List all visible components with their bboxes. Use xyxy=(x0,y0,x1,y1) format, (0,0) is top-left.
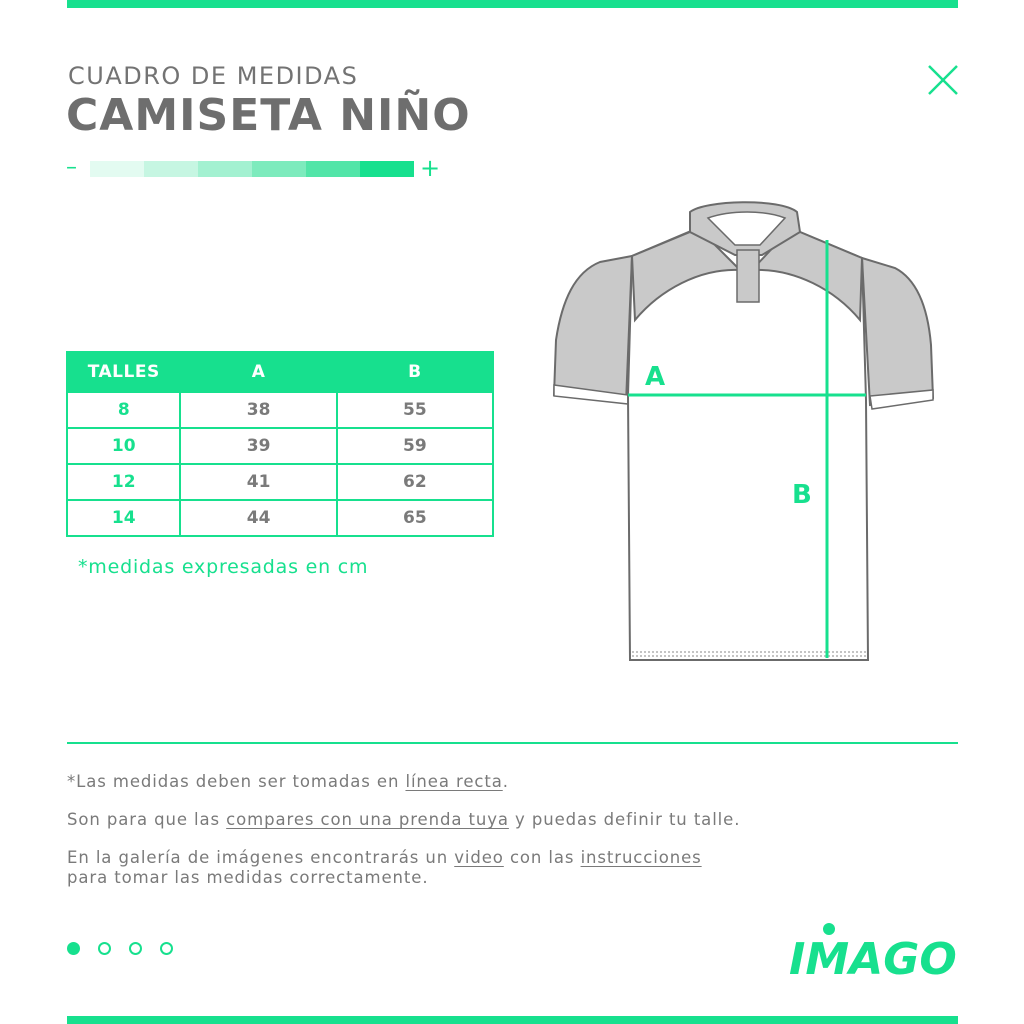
measure-label-a: A xyxy=(645,362,666,392)
column-header-a: A xyxy=(180,352,336,392)
scale-segment xyxy=(360,161,414,177)
cell-a: 38 xyxy=(180,392,336,428)
cell-a: 41 xyxy=(180,464,336,500)
plus-icon: + xyxy=(420,154,441,182)
section-divider xyxy=(67,742,958,744)
cell-b: 65 xyxy=(337,500,493,536)
scale-segment xyxy=(252,161,306,177)
brand-logo xyxy=(787,922,962,978)
table-row xyxy=(67,464,493,500)
brand-logo-text: IMAGO xyxy=(789,934,957,978)
table-header-row xyxy=(67,352,493,392)
cell-a: 44 xyxy=(180,500,336,536)
cell-b: 55 xyxy=(337,392,493,428)
column-header-talles: TALLES xyxy=(67,352,180,392)
link-linea-recta[interactable]: línea recta xyxy=(405,772,503,791)
close-icon[interactable] xyxy=(925,62,961,98)
cell-talle: 8 xyxy=(67,392,180,428)
page-dot-3[interactable] xyxy=(129,942,142,955)
link-instrucciones[interactable]: instrucciones xyxy=(580,848,702,867)
size-table xyxy=(66,351,494,537)
scale-segment xyxy=(306,161,360,177)
cell-b: 62 xyxy=(337,464,493,500)
page-dot-2[interactable] xyxy=(98,942,111,955)
info-line-3 xyxy=(67,848,702,868)
cell-talle: 12 xyxy=(67,464,180,500)
minus-icon: – xyxy=(66,155,77,180)
measure-label-b: B xyxy=(792,480,812,510)
table-row xyxy=(67,428,493,464)
fit-scale xyxy=(66,154,446,182)
scale-segment xyxy=(198,161,252,177)
top-accent-bar xyxy=(67,0,958,8)
info-text: . xyxy=(502,772,509,791)
info-text: *Las medidas deben ser tomadas en xyxy=(67,772,406,791)
info-line-1 xyxy=(67,772,509,792)
left-sleeve xyxy=(554,256,632,403)
cell-talle: 10 xyxy=(67,428,180,464)
shirt-diagram xyxy=(548,190,942,670)
scale-segment xyxy=(90,161,144,177)
table-row xyxy=(67,392,493,428)
column-header-b: B xyxy=(337,352,493,392)
units-note: *medidas expresadas en cm xyxy=(78,556,369,578)
info-text: Son para que las xyxy=(67,810,227,829)
bottom-accent-bar xyxy=(67,1016,958,1024)
link-compares[interactable]: compares con una prenda tuya xyxy=(226,810,509,829)
scale-segment xyxy=(144,161,198,177)
info-text: En la galería de imágenes encontrarás un xyxy=(67,848,455,867)
page-title: CAMISETA NIÑO xyxy=(66,90,471,141)
cell-b: 59 xyxy=(337,428,493,464)
info-text: con las xyxy=(503,848,581,867)
cell-talle: 14 xyxy=(67,500,180,536)
table-row xyxy=(67,500,493,536)
info-text: y puedas definir tu talle. xyxy=(508,810,741,829)
page-subtitle: CUADRO DE MEDIDAS xyxy=(68,62,359,90)
cell-a: 39 xyxy=(180,428,336,464)
info-line-2 xyxy=(67,810,740,830)
info-line-4: para tomar las medidas correctamente. xyxy=(67,868,429,887)
page-dot-4[interactable] xyxy=(160,942,173,955)
right-sleeve xyxy=(862,258,933,405)
link-video[interactable]: video xyxy=(454,848,504,867)
page-dot-1[interactable] xyxy=(67,942,80,955)
